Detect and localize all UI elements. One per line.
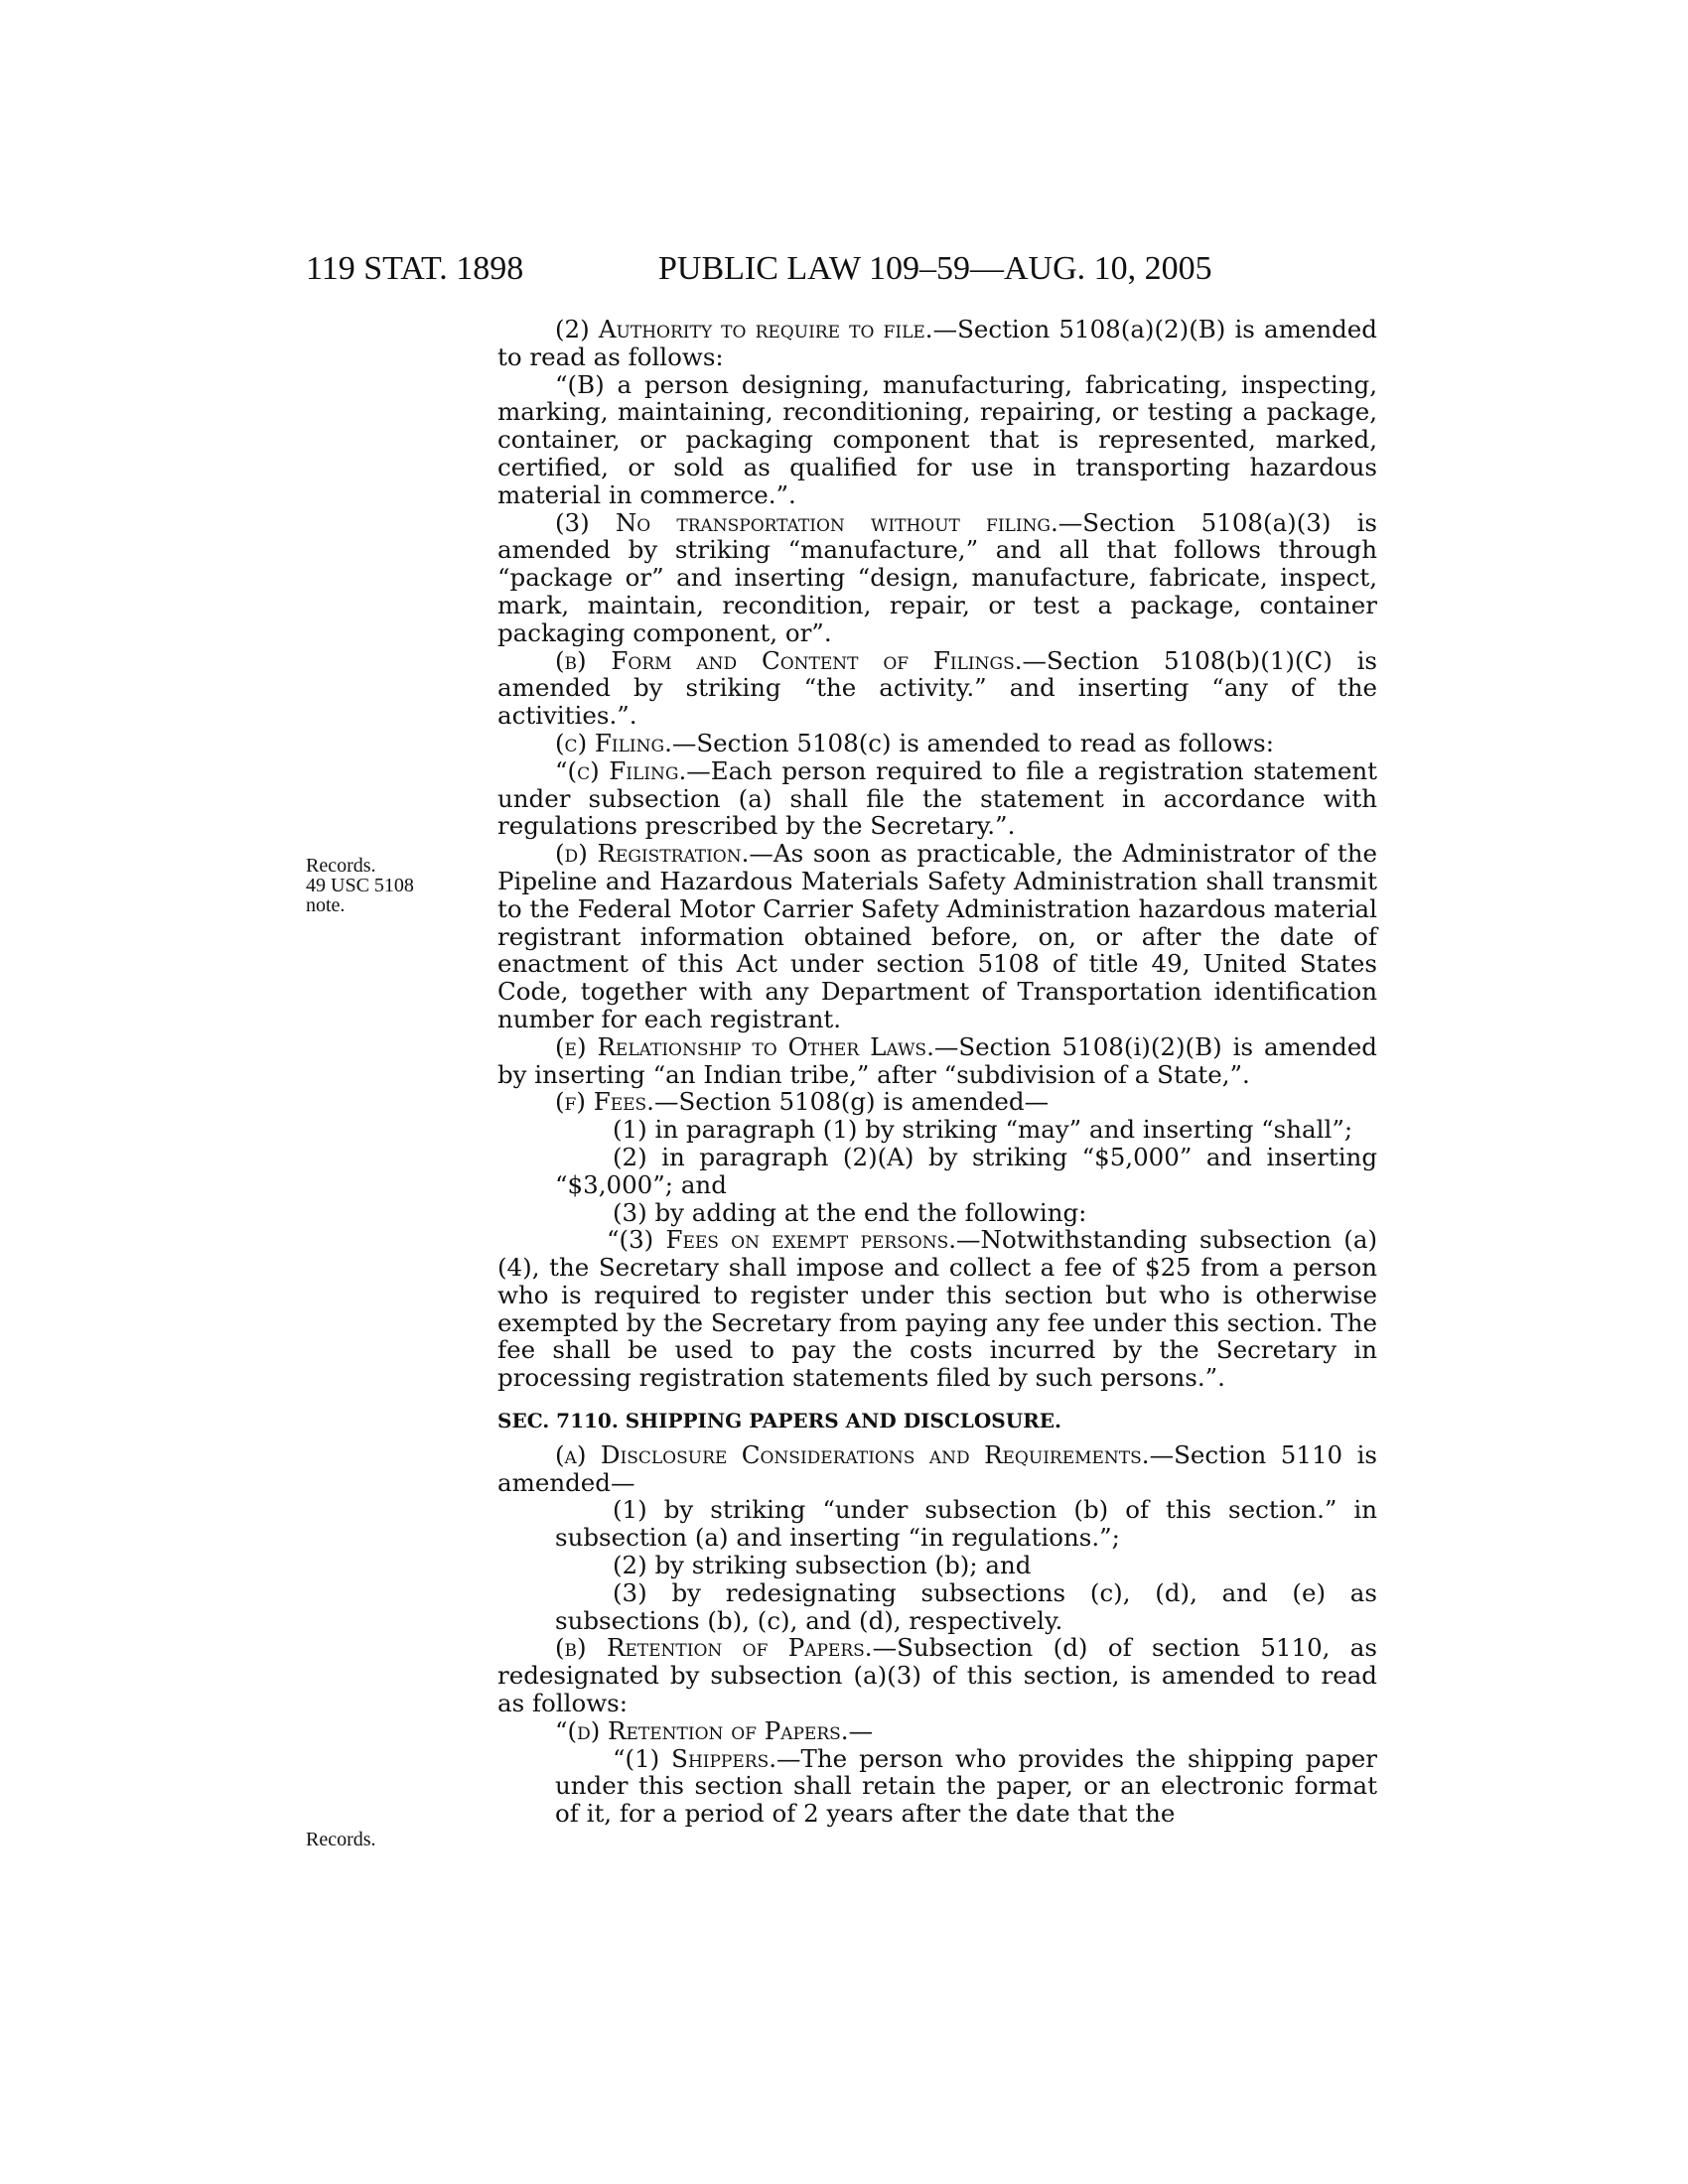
paragraph-disclosure-3: (3) by redesignating subsections (c), (d), and (e) as subsections (b), (c), and (d), respectively.	[555, 1577, 1377, 1635]
paragraph-filing: (c) Filing.—Section 5108(c) is amended to read as follows:	[555, 728, 1274, 757]
margin-note-records: Records.	[306, 1829, 376, 1850]
paragraph-fees-1: (1) in paragraph (1) by striking “may” and inserting “shall”;	[613, 1115, 1353, 1145]
public-law-title: PUBLIC LAW 109–59—AUG. 10, 2005	[658, 250, 1212, 287]
statute-page-number: 119 STAT. 1898	[306, 250, 524, 287]
paragraph-no-transportation: (3) No transportation without filing.—Section 5108(a)(3) is amended by striking “manufacture,” and all that follows through “package or” and inserting “design, manufacture, fabricate, inspect, mark, maintain, recondition, repair, or test a package, container packaging component, or”.	[497, 507, 1377, 647]
margin-note-records-usc: Records. 49 USC 5108 note.	[306, 855, 414, 916]
paragraph-form-content: (b) Form and Content of Filings.—Section 5108(b)(1)(C) is amended by striking “the activity.” and inserting “any of the activities.”.	[497, 645, 1377, 731]
document-body	[497, 316, 1377, 1828]
paragraph-quoted-b: “(B) a person designing, manufacturing, fabricating, inspecting, marking, maintaining, reconditioning, repairing, or testing a package, container, or packaging component that is represented, marked, certified, or sold as qualified for use in transporting hazardous material in commerce.”.	[497, 369, 1377, 509]
paragraph-fees-exempt-persons: “(3) Fees on exempt persons.—Notwithstanding subsection (a)(4), the Secretary shall impose and collect a fee of $25 from a person who is required to register under this section but who is otherwise exempted by the Secretary from paying any fee under this section. The fee shall be used to pay the costs incurred by the Secretary in processing registration statements filed by such persons.”.	[497, 1225, 1377, 1393]
paragraph-disclosure-2: (2) by striking subsection (b); and	[613, 1551, 1032, 1580]
paragraph-shippers: “(1) Shippers.—The person who provides the shipping paper under this section shall retain the paper, or an electronic format of it, for a period of 2 years after the date that the	[555, 1743, 1377, 1829]
paragraph-authority-to-file: (2) Authority to require to file.—Section 5108(a)(2)(B) is amended to read as follows:	[497, 315, 1377, 371]
paragraph-disclosure: (a) Disclosure Considerations and Requirements.—Section 5110 is amended—	[497, 1439, 1377, 1497]
paragraph-disclosure-1: (1) by striking “under subsection (b) of this section.” in subsection (a) and inserting “in regulations.”;	[555, 1495, 1377, 1553]
paragraph-fees: (f) Fees.—Section 5108(g) is amended—	[555, 1087, 1050, 1117]
paragraph-relationship-other-laws: (e) Relationship to Other Laws.—Section 5108(i)(2)(B) is amended by inserting “an Indian tribe,” after “subdivision of a State,”.	[497, 1031, 1377, 1089]
paragraph-retention-quoted: “(d) Retention of Papers.—	[555, 1715, 874, 1745]
paragraph-fees-3: (3) by adding at the end the following:	[613, 1197, 1087, 1227]
paragraph-fees-2: (2) in paragraph (2)(A) by striking “$5,000” and inserting “$3,000”; and	[555, 1142, 1377, 1199]
paragraph-filing-quoted: “(c) Filing.—Each person required to file a registration statement under subsection (a) shall file the statement in accordance with regulations prescribed by the Secretary.”.	[497, 755, 1377, 841]
paragraph-retention: (b) Retention of Papers.—Subsection (d) of section 5110, as redesignated by subsection (a)(3) of this section, is amended to read as follows:	[497, 1633, 1377, 1718]
section-heading: SEC. 7110. SHIPPING PAPERS AND DISCLOSURE.	[497, 1409, 1061, 1433]
paragraph-registration: (d) Registration.—As soon as practicable, the Administrator of the Pipeline and Hazardous Materials Safety Administration shall transmit to the Federal Motor Carrier Safety Administration hazardous material registrant information obtained before, on, or after the date of enactment of this Act under section 5108 of title 49, United States Code, together with any Department of Transportation identification number for each registrant.	[497, 839, 1377, 1033]
